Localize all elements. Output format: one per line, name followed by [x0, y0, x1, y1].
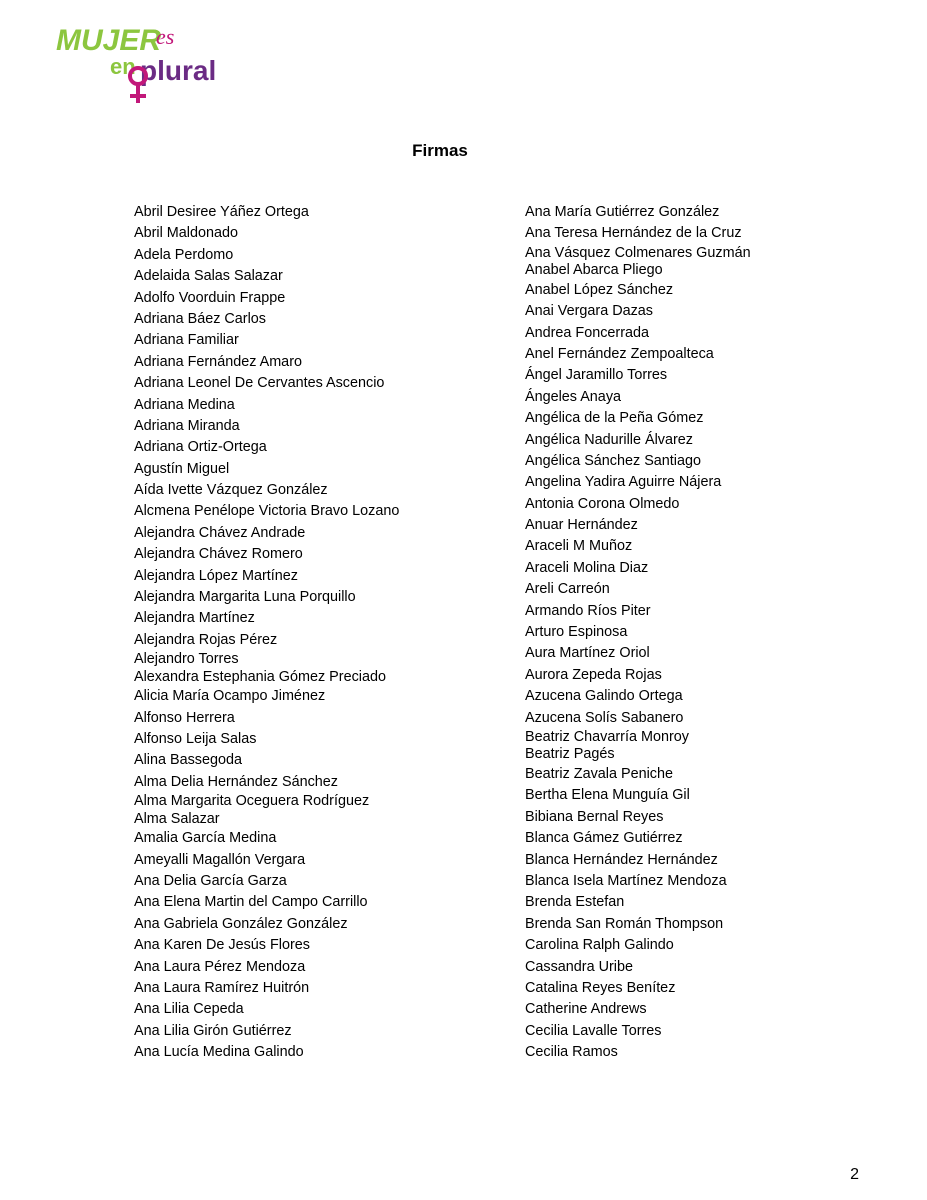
signature-name: Alma Salazar [134, 810, 220, 827]
signature-name: Alicia María Ocampo Jiménez [134, 688, 326, 705]
signature-name: Blanca Hernández Hernández [525, 851, 718, 868]
logo-es-text: es [156, 24, 175, 49]
signature-name: Brenda Estefan [525, 894, 625, 911]
signature-name: Alejandra López Martínez [134, 567, 298, 584]
signature-name: Alma Margarita Oceguera Rodríguez [134, 793, 370, 810]
signature-name: Alejandra Chávez Andrade [134, 524, 306, 541]
signature-name: Ángeles Anaya [525, 388, 622, 405]
signature-name: Adriana Ortiz-Ortega [134, 439, 267, 456]
signature-name: Ana Lucía Medina Galindo [134, 1044, 304, 1061]
signature-name: Carolina Ralph Galindo [525, 937, 674, 954]
signature-name: Anuar Hernández [525, 517, 638, 534]
signature-name: Ana Karen De Jesús Flores [134, 937, 310, 954]
signature-name: Amalia García Medina [134, 830, 277, 847]
signature-name: Adriana Medina [134, 396, 235, 413]
page-number: 2 [850, 1166, 859, 1183]
signature-name: Arturo Espinosa [525, 624, 628, 641]
signature-name: Adriana Familiar [134, 332, 239, 349]
logo-en-text: en [110, 54, 136, 79]
signature-name: Agustín Miguel [134, 460, 230, 477]
signature-name: Ana Lilia Girón Gutiérrez [134, 1022, 292, 1039]
signature-name: Ana Laura Pérez Mendoza [134, 958, 306, 975]
signature-name: Beatriz Chavarría Monroy [525, 728, 689, 745]
signature-name: Bertha Elena Munguía Gil [525, 787, 690, 804]
signature-name: Adolfo Voorduin Frappe [134, 289, 286, 306]
signature-name: Ameyalli Magallón Vergara [134, 851, 306, 868]
signature-name: Andrea Foncerrada [525, 324, 649, 341]
signatures-list-left [134, 202, 399, 1063]
signature-name: Ana Teresa Hernández de la Cruz [525, 225, 742, 242]
signature-name: Azucena Solís Sabanero [525, 709, 684, 726]
signature-name: Alejandra Rojas Pérez [134, 631, 278, 648]
signature-name: Ana Gabriela González González [134, 915, 348, 932]
signature-name: Abril Maldonado [134, 225, 238, 242]
signature-name: Anabel Abarca Pliego [525, 262, 663, 279]
signature-name: Adriana Miranda [134, 417, 240, 434]
signature-name: Adriana Fernández Amaro [134, 353, 302, 370]
signature-name: Abril Desiree Yáñez Ortega [134, 204, 309, 220]
signature-name: Adriana Leonel De Cervantes Ascencio [134, 375, 385, 392]
signature-name: Ana Lilia Cepeda [134, 1001, 244, 1018]
signature-name: Anel Fernández Zempoalteca [525, 345, 714, 362]
signature-name: Armando Ríos Piter [525, 602, 651, 619]
signature-name: Blanca Isela Martínez Mendoza [525, 872, 727, 889]
signature-name: Ana Delia García Garza [134, 872, 287, 889]
signature-name: Ana Elena Martin del Campo Carrillo [134, 894, 368, 911]
page-title: Firmas [412, 141, 468, 160]
signature-name: Areli Carreón [525, 581, 610, 598]
signature-name: Alejandra Margarita Luna Porquillo [134, 589, 356, 606]
signature-name: Alma Delia Hernández Sánchez [134, 773, 338, 790]
signature-name: Alina Bassegoda [134, 752, 243, 769]
signature-name: Blanca Gámez Gutiérrez [525, 830, 683, 847]
signature-name: Catalina Reyes Benítez [525, 979, 676, 996]
logo-mujer-text: MUJER [56, 24, 162, 57]
signature-name: Bibiana Bernal Reyes [525, 808, 664, 825]
logo-plural-text: plural [140, 55, 217, 86]
signature-name: Cecilia Lavalle Torres [525, 1022, 662, 1039]
signature-name: Cassandra Uribe [525, 958, 633, 975]
signature-name: Anai Vergara Dazas [525, 303, 653, 320]
signature-name: Beatriz Pagés [525, 746, 615, 763]
signature-name: Aída Ivette Vázquez González [134, 482, 328, 499]
signature-name: Alcmena Penélope Victoria Bravo Lozano [134, 503, 400, 520]
signature-name: Ana Laura Ramírez Huitrón [134, 979, 310, 996]
signature-name: Angélica Nadurille Álvarez [525, 431, 693, 448]
signature-name: Ana Vásquez Colmenares Guzmán [525, 244, 751, 261]
signature-name: Aura Martínez Oriol [525, 645, 650, 662]
signature-name: Cecilia Ramos [525, 1044, 618, 1061]
signature-name: Ángel Jaramillo Torres [525, 367, 668, 384]
signature-name: Araceli Molina Diaz [525, 559, 649, 576]
signature-name: Azucena Galindo Ortega [525, 688, 683, 705]
signature-name: Adelaida Salas Salazar [134, 268, 283, 285]
mujeres-en-plural-logo [52, 20, 242, 115]
signature-name: Ana María Gutiérrez González [525, 204, 720, 220]
signature-name: Alfonso Leija Salas [134, 730, 257, 747]
signatures-list-right [525, 202, 751, 1063]
signature-name: Angelina Yadira Aguirre Nájera [525, 474, 722, 491]
signature-name: Alfonso Herrera [134, 709, 235, 726]
signature-name: Araceli M Muñoz [525, 538, 633, 555]
signature-name: Adela Perdomo [134, 246, 234, 263]
signature-name: Angélica Sánchez Santiago [525, 452, 702, 469]
signature-name: Brenda San Román Thompson [525, 915, 724, 932]
signature-name: Angélica de la Peña Gómez [525, 410, 704, 427]
signature-name: Antonia Corona Olmedo [525, 495, 680, 512]
signature-name: Alexandra Estephania Gómez Preciado [134, 668, 386, 685]
signature-name: Alejandra Chávez Romero [134, 546, 303, 563]
signature-name: Alejandro Torres [134, 651, 239, 668]
signature-name: Catherine Andrews [525, 1001, 647, 1018]
signature-name: Adriana Báez Carlos [134, 310, 266, 327]
signature-name: Alejandra Martínez [134, 610, 255, 627]
signature-name: Beatriz Zavala Peniche [525, 765, 673, 782]
signature-name: Anabel López Sánchez [525, 281, 674, 298]
signature-name: Aurora Zepeda Rojas [525, 666, 662, 683]
